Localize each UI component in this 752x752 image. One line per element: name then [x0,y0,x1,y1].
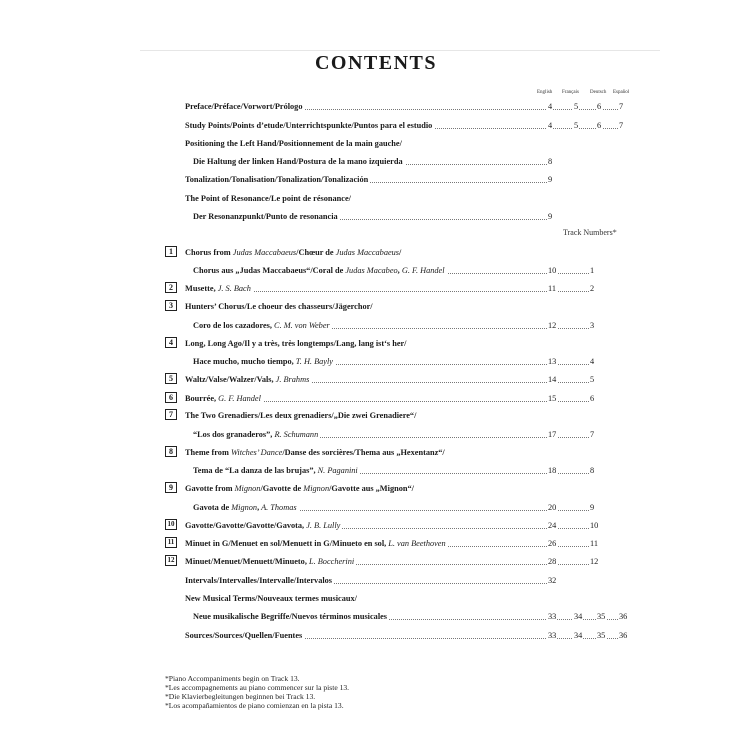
toc-row [0,357,752,370]
footnote: *Die Klavierbegleitungen beginnen bei Track 13. [165,692,316,701]
toc-row [0,394,752,407]
track-number: 10 [590,521,599,530]
toc-row [0,521,752,534]
track-number: 11 [590,539,598,548]
page-number: 18 [548,466,557,475]
page-number: 9 [548,212,553,221]
toc-row [0,102,752,115]
page-number: 10 [548,266,557,275]
entry-title[interactable]: Tema de “La danza de las brujas”, N. Paganini [193,466,358,475]
page-number: 17 [548,430,557,439]
composer-name: R. Schumann [272,430,319,439]
entry-title[interactable]: Study Points/Points d’etude/Unterrichtspunkte/Puntos para el estudio [185,121,433,130]
toc-row [0,339,752,352]
composer-name: J. S. Bach [215,284,251,293]
entry-title[interactable]: Tonalization/Tonalisation/Tonalization/Tonalización [185,175,369,184]
page-number: 36 [619,612,628,621]
toc-row [0,430,752,443]
toc-row [0,121,752,134]
lang-header-english: English [537,90,553,95]
track-number: 8 [590,466,595,475]
lang-header-espanol: Español [613,90,630,95]
top-rule [140,50,660,51]
entry-title[interactable]: Gavotte from Mignon/Gavotte de Mignon/Gavotte aus „Mignon“/ [185,484,414,493]
entry-title[interactable]: Der Resonanzpunkt/Punto de resonancia [193,212,338,221]
toc-row [0,484,752,497]
toc-row [0,411,752,424]
page-number: 13 [548,357,557,366]
entry-title[interactable]: Musette, J. S. Bach [185,284,251,293]
entry-title[interactable]: Intervals/Intervalles/Intervalle/Intervalos [185,576,333,585]
entry-title[interactable]: Gavotte/Gavotte/Gavotte/Gavota, J. B. Lully [185,521,341,530]
composer-name: N. Paganini [315,466,358,475]
page-number: 5 [574,121,579,130]
entry-title[interactable]: Coro de los cazadores, C. M. von Weber [193,321,330,330]
piece-number-box: 5 [165,373,177,384]
toc-row [0,139,752,152]
composer-name: L. van Beethoven [386,539,446,548]
toc-row [0,212,752,225]
track-number: 6 [590,394,595,403]
lang-header-deutsch: Deutsch [590,90,607,95]
toc-row [0,284,752,297]
entry-title[interactable]: Long, Long Ago/Il y a très, très longtemps/Lang, lang ist‘s her/ [185,339,407,348]
toc-row [0,503,752,516]
toc-row [0,631,752,644]
toc-row [0,594,752,607]
piece-number-box: 9 [165,482,177,493]
page-number: 8 [548,157,553,166]
page-number: 35 [597,631,606,640]
entry-title[interactable]: Neue musikalische Begriffe/Nuevos términos musicales [193,612,388,621]
page-number: 12 [548,321,557,330]
footnote: *Piano Accompaniments begin on Track 13. [165,674,300,683]
piece-number-box: 8 [165,446,177,457]
track-number: 3 [590,321,595,330]
page-number: 15 [548,394,557,403]
composer-name: J. B. Lully [304,521,341,530]
entry-title[interactable]: The Point of Resonance/Le point de résonance/ [185,194,351,203]
composer-name: T. H. Bayly [293,357,333,366]
page-title: CONTENTS [314,52,438,74]
piece-number-box: 11 [165,537,177,548]
page-number: 20 [548,503,557,512]
page-number: 9 [548,175,553,184]
piece-number-box: 10 [165,519,177,530]
toc-row [0,321,752,334]
entry-title[interactable]: Hace mucho, mucho tiempo, T. H. Bayly [193,357,333,366]
piece-number-box: 6 [165,392,177,403]
track-number: 7 [590,430,595,439]
page-number: 34 [574,631,583,640]
entry-title[interactable]: Chorus from Judas Maccabaeus/Chœur de Judas Maccabaeus/ [185,248,402,257]
page-number: 32 [548,576,557,585]
piece-number-box: 3 [165,300,177,311]
toc-row [0,157,752,170]
piece-number-box: 4 [165,337,177,348]
page-number: 11 [548,284,556,293]
composer-name: J. Brahms [273,375,310,384]
page-number: 6 [597,121,602,130]
toc-row [0,539,752,552]
track-number: 1 [590,266,595,275]
page-number: 7 [619,121,624,130]
toc-row [0,612,752,625]
entry-title[interactable]: New Musical Terms/Nouveaux termes musicaux/ [185,594,357,603]
entry-title[interactable]: Waltz/Valse/Walzer/Vals, J. Brahms [185,375,310,384]
page-number: 33 [548,631,557,640]
composer-name: G. F. Handel [216,394,261,403]
page-number: 35 [597,612,606,621]
entry-title[interactable]: Die Haltung der linken Hand/Postura de la mano izquierda [193,157,403,166]
track-number: 2 [590,284,595,293]
track-number: 12 [590,557,599,566]
toc-row [0,576,752,589]
entry-title[interactable]: Theme from Witches’ Dance/Danse des sorcières/Thema aus „Hexentanz“/ [185,448,445,457]
toc-row [0,448,752,461]
piece-number-box: 1 [165,246,177,257]
page-number: 5 [574,102,579,111]
footnote: *Los acompañamientos de piano comienzan en la pista 13. [165,701,344,710]
entry-title[interactable]: Minuet in G/Menuet en sol/Menuett in G/Minueto en sol, L. van Beethoven [185,539,446,548]
entry-title[interactable]: Bourrée, G. F. Handel [185,394,261,403]
piece-number-box: 2 [165,282,177,293]
toc-row [0,557,752,570]
entry-title[interactable]: Preface/Préface/Vorwort/Prólogo [185,102,303,111]
page-number: 33 [548,612,557,621]
toc-row [0,175,752,188]
composer-name: G. F. Handel [399,266,445,275]
toc-row [0,248,752,261]
page-number: 14 [548,375,557,384]
entry-title[interactable]: Chorus aus „Judas Maccabaeus“/Coral de Judas Macabeo, G. F. Handel [193,266,445,275]
entry-title[interactable]: “Los dos granaderos”, R. Schumann [193,430,319,439]
entry-title[interactable]: Sources/Sources/Quellen/Fuentes [185,631,303,640]
toc-row [0,266,752,279]
composer-name: L. Boccherini [306,557,355,566]
composer-name: A. Thomas [259,503,297,512]
entry-title[interactable]: The Two Grenadiers/Les deux grenadiers/„Die zwei Grenadiere“/ [185,411,417,420]
page-number: 4 [548,121,553,130]
track-number: 4 [590,357,595,366]
page-number: 28 [548,557,557,566]
page-number: 4 [548,102,553,111]
page-number: 34 [574,612,583,621]
composer-name: C. M. von Weber [271,321,330,330]
entry-title[interactable]: Hunters’ Chorus/Le choeur des chasseurs/Jägerchor/ [185,302,373,311]
toc-row [0,466,752,479]
piece-number-box: 7 [165,409,177,420]
track-number: 5 [590,375,595,384]
entry-title[interactable]: Gavota de Mignon, A. Thomas [193,503,297,512]
page-number: 24 [548,521,557,530]
footnote: *Les accompagnements au piano commencer sur la piste 13. [165,683,350,692]
page-number: 26 [548,539,557,548]
page-number: 6 [597,102,602,111]
toc-row [0,375,752,388]
toc-row [0,302,752,315]
track-numbers-header: Track Numbers* [563,228,617,237]
toc-row [0,194,752,207]
page-number: 36 [619,631,628,640]
track-number: 9 [590,503,595,512]
piece-number-box: 12 [165,555,177,566]
entry-title[interactable]: Minuet/Menuet/Menuett/Minueto, L. Boccherini [185,557,355,566]
entry-title[interactable]: Positioning the Left Hand/Positionnement de la main gauche/ [185,139,402,148]
lang-header-francais: Français [562,90,579,95]
page-number: 7 [619,102,624,111]
